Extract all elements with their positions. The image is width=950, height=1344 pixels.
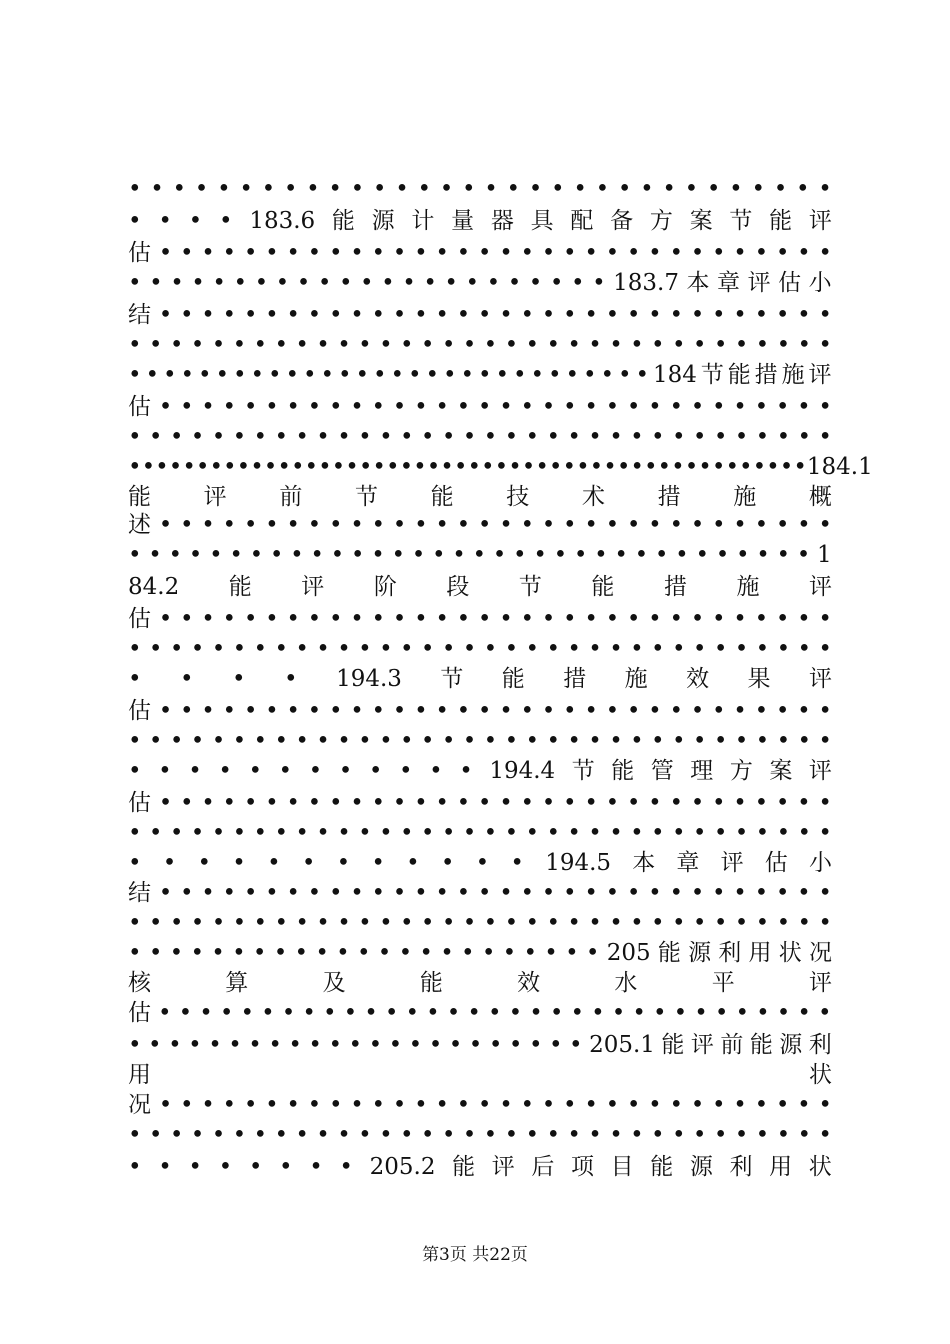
toc-line: • • • • • • • • • • • • 194.4 节 能 管 理 方 案 评 [128,758,832,784]
toc-line: 84.2 能 评 阶 段 节 能 措 施 评 [128,574,832,600]
toc-line: 估 • • • • • • • • • • • • • • • • • • • • • • • • • • • • • • • • [128,606,832,632]
toc-line: 估 • • • • • • • • • • • • • • • • • • • • • • • • • • • • • • • • [128,240,832,266]
toc-line: 能 评 前 节 能 技 术 措 施 概 [128,484,832,510]
toc-line: 核 算 及 能 效 水 平 评 [128,970,832,996]
toc-line: • • • • • • • • • • • • • • • • • • • • • • • 183.7 本 章 评 估 小 [128,270,832,296]
toc-line: • • • • • • • • • • • • • • • • • • • • • • • 205 能 源 利 用 状 况 [128,940,832,966]
toc-line: • • • • 194.3 节 能 措 施 效 果 评 [128,666,832,692]
toc-line: 述 • • • • • • • • • • • • • • • • • • • • • • • • • • • • • • • • [128,512,832,538]
toc-line: 估 • • • • • • • • • • • • • • • • • • • • • • • • • • • • • • • • [128,790,832,816]
toc-line: 况 • • • • • • • • • • • • • • • • • • • • • • • • • • • • • • • • [128,1092,832,1118]
toc-line: 估 • • • • • • • • • • • • • • • • • • • • • • • • • • • • • • • • [128,394,832,420]
toc-line: 结 • • • • • • • • • • • • • • • • • • • • • • • • • • • • • • • • [128,880,832,906]
toc-line: • • • • • • • • • • • • • • • • • • • • • • • • • • • • • • • • • • [128,820,832,846]
toc-line: 用 状 [128,1062,832,1088]
toc-line: • • • • • • • • • • • • • • • • • • • • • • • • • • • • • • • • [128,176,832,202]
toc-line: • • • • 183.6 能 源 计 量 器 具 配 备 方 案 节 能 评 [128,208,832,234]
toc-line: • • • • • • • • 205.2 能 评 后 项 目 能 源 利 用 状 [128,1154,832,1180]
toc-line: • • • • • • • • • • • • • • • • • • • • • • • • • • • • • • • • • • [128,728,832,754]
toc-line: • • • • • • • • • • • • • • • • • • • • • • • 205.1 能 评 前 能 源 利 [128,1032,832,1058]
toc-line: • • • • • • • • • • • • • • • • • • • • • • • • • • • • • • • • • • [128,424,832,450]
toc-line: • • • • • • • • • • • • • • • • • • • • • • • • • • • • • • • • • • 1 [128,542,832,568]
toc-line: 估 • • • • • • • • • • • • • • • • • • • • • • • • • • • • • • • • • [128,1000,832,1026]
toc-line: • • • • • • • • • • • • • • • • • • • • • • • • • • • • • • • • • • [128,910,832,936]
toc-line: 估 • • • • • • • • • • • • • • • • • • • • • • • • • • • • • • • • [128,698,832,724]
toc-line: 结 • • • • • • • • • • • • • • • • • • • • • • • • • • • • • • • • [128,302,832,328]
toc-line: • • • • • • • • • • • • • • • • • • • • • • • • • • • • • • • • • • • • • • • • • • • • • • • • • • 184.1 [128,454,873,480]
page-footer: 第3页 共22页 [422,1245,528,1265]
toc-line: • • • • • • • • • • • • • • • • • • • • • • • • • • • • • • • • • • [128,332,832,358]
toc-line: • • • • • • • • • • • • • • • • • • • • • • • • • • • • • • • • • • [128,1122,832,1148]
toc-line: • • • • • • • • • • • • • • • • • • • • • • • • • • • • • • • • • • [128,636,832,662]
toc-line: • • • • • • • • • • • • • • • • • • • • • • • • • • • • • • 184 节 能 措 施 评 [128,362,832,388]
toc-line: • • • • • • • • • • • • 194.5 本 章 评 估 小 [128,850,832,876]
